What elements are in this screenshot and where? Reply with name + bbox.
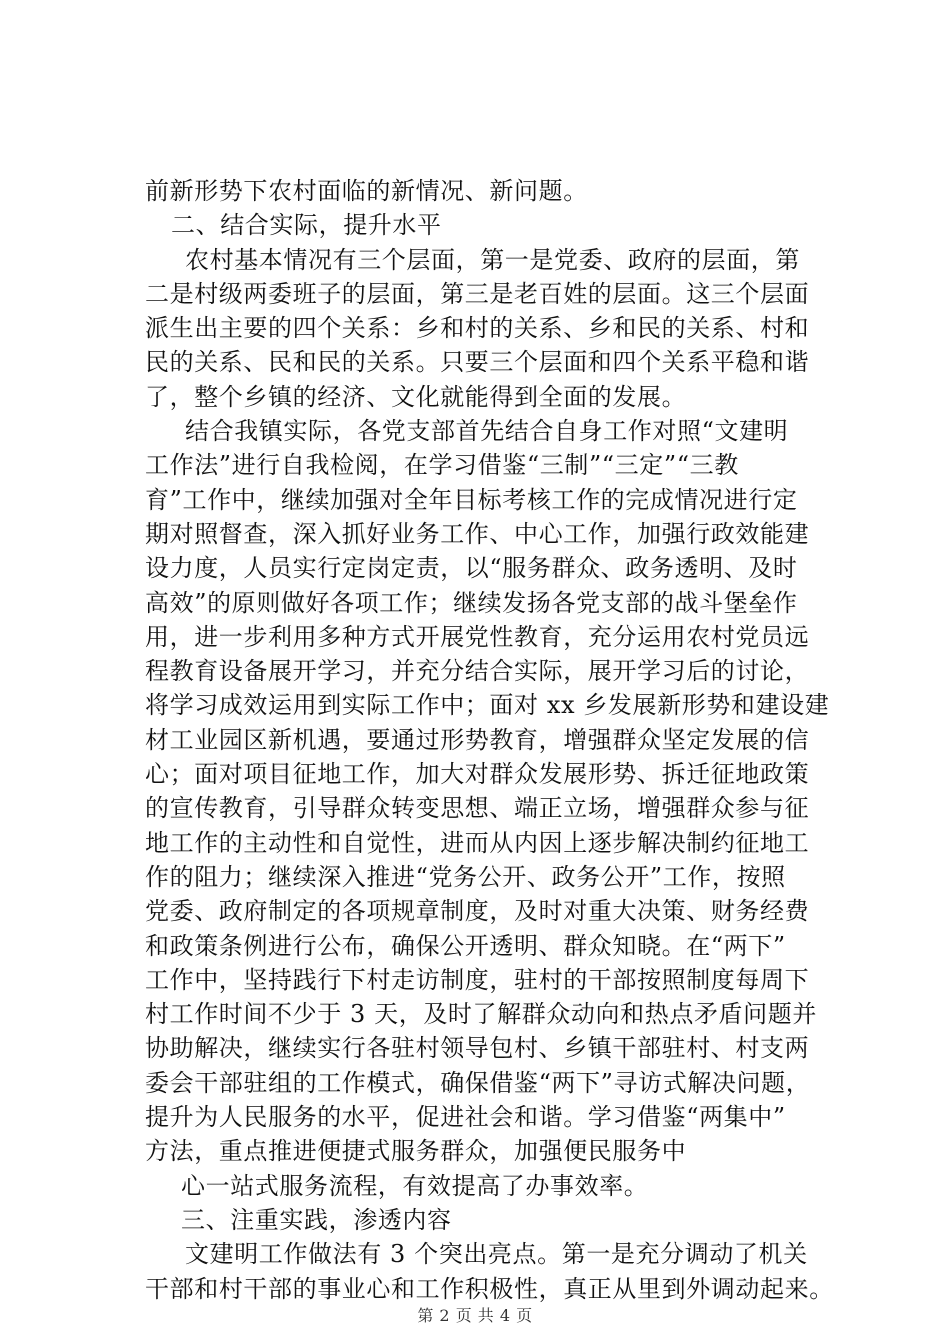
text-line: 作的阻力；继续深入推进“党务公开、政务公开”工作，按照	[145, 862, 786, 891]
text-line: 工作中，坚持践行下村走访制度，驻村的干部按照制度每周下	[145, 965, 810, 994]
text-line: 提升为人民服务的水平，促进社会和谐。学习借鉴“两集中”	[145, 1103, 786, 1132]
text-line: 协助解决，继续实行各驻村领导包村、乡镇干部驻村、村支两	[145, 1034, 810, 1063]
text-line: 二是村级两委班子的层面，第三是老百姓的层面。这三个层面	[145, 279, 810, 308]
text-line: 程教育设备展开学习，并充分结合实际，展开学习后的讨论，	[145, 657, 810, 686]
text-line: 了，整个乡镇的经济、文化就能得到全面的发展。	[145, 382, 687, 411]
text-line: 的宣传教育，引导群众转变思想、端正立场，增强群众参与征	[145, 794, 810, 823]
text-line: 委会干部驻组的工作模式，确保借鉴“两下”寻访式解决问题，	[145, 1068, 811, 1097]
text-line: 农村基本情况有三个层面，第一是党委、政府的层面，第	[185, 245, 800, 274]
text-line: 前新形势下农村面临的新情况、新问题。	[145, 177, 588, 205]
text-line: 将学习成效运用到实际工作中；面对 xx 乡发展新形势和建设建	[145, 691, 830, 720]
body-text	[145, 174, 845, 1306]
text-line: 地工作的主动性和自觉性，进而从内因上逐步解决制约征地工	[145, 828, 810, 857]
text-line: 干部和村干部的事业心和工作积极性，真正从里到外调动起来。	[145, 1274, 834, 1303]
text-line: 村工作时间不少于 3 天，及时了解群众动向和热点矛盾问题并	[145, 1000, 817, 1029]
page-number-footer: 第 2 页 共 4 页	[417, 1306, 533, 1325]
text-line: 材工业园区新机遇，要通过形势教育，增强群众坚定发展的信	[145, 725, 810, 754]
section-heading: 三、注重实践，渗透内容	[181, 1205, 452, 1234]
text-line: 和政策条例进行公布，确保公开透明、群众知晓。在“两下”	[145, 931, 786, 960]
text-line: 高效”的原则做好各项工作；继续发扬各党支部的战斗堡垒作	[145, 588, 798, 617]
text-line: 心一站式服务流程，有效提高了办事效率。	[181, 1171, 649, 1200]
text-line: 党委、政府制定的各项规章制度，及时对重大决策、财务经费	[145, 897, 810, 926]
text-line: 工作法”进行自我检阅，在学习借鉴“三制”“三定”“三教	[145, 451, 739, 480]
text-line: 民的关系、民和民的关系。只要三个层面和四个关系平稳和谐	[145, 348, 810, 377]
text-line: 文建明工作做法有 3 个突出亮点。第一是充分调动了机关	[185, 1240, 808, 1269]
section-heading: 二、结合实际，提升水平	[171, 211, 442, 240]
text-line: 用，进一步利用多种方式开展党性教育，充分运用农村党员远	[145, 622, 810, 651]
text-line: 方法，重点推进便捷式服务群众，加强便民服务中	[145, 1137, 687, 1166]
text-line: 设力度，人员实行定岗定责，以“服务群众、政务透明、及时	[145, 554, 798, 583]
text-line: 期对照督查，深入抓好业务工作、中心工作，加强行政效能建	[145, 519, 810, 548]
text-line: 心；面对项目征地工作，加大对群众发展形势、拆迁征地政策	[145, 760, 810, 789]
text-line: 育”工作中，继续加强对全年目标考核工作的完成情况进行定	[145, 485, 798, 514]
text-line: 派生出主要的四个关系：乡和村的关系、乡和民的关系、村和	[145, 314, 810, 343]
text-line: 结合我镇实际，各党支部首先结合自身工作对照“文建明	[185, 417, 789, 446]
